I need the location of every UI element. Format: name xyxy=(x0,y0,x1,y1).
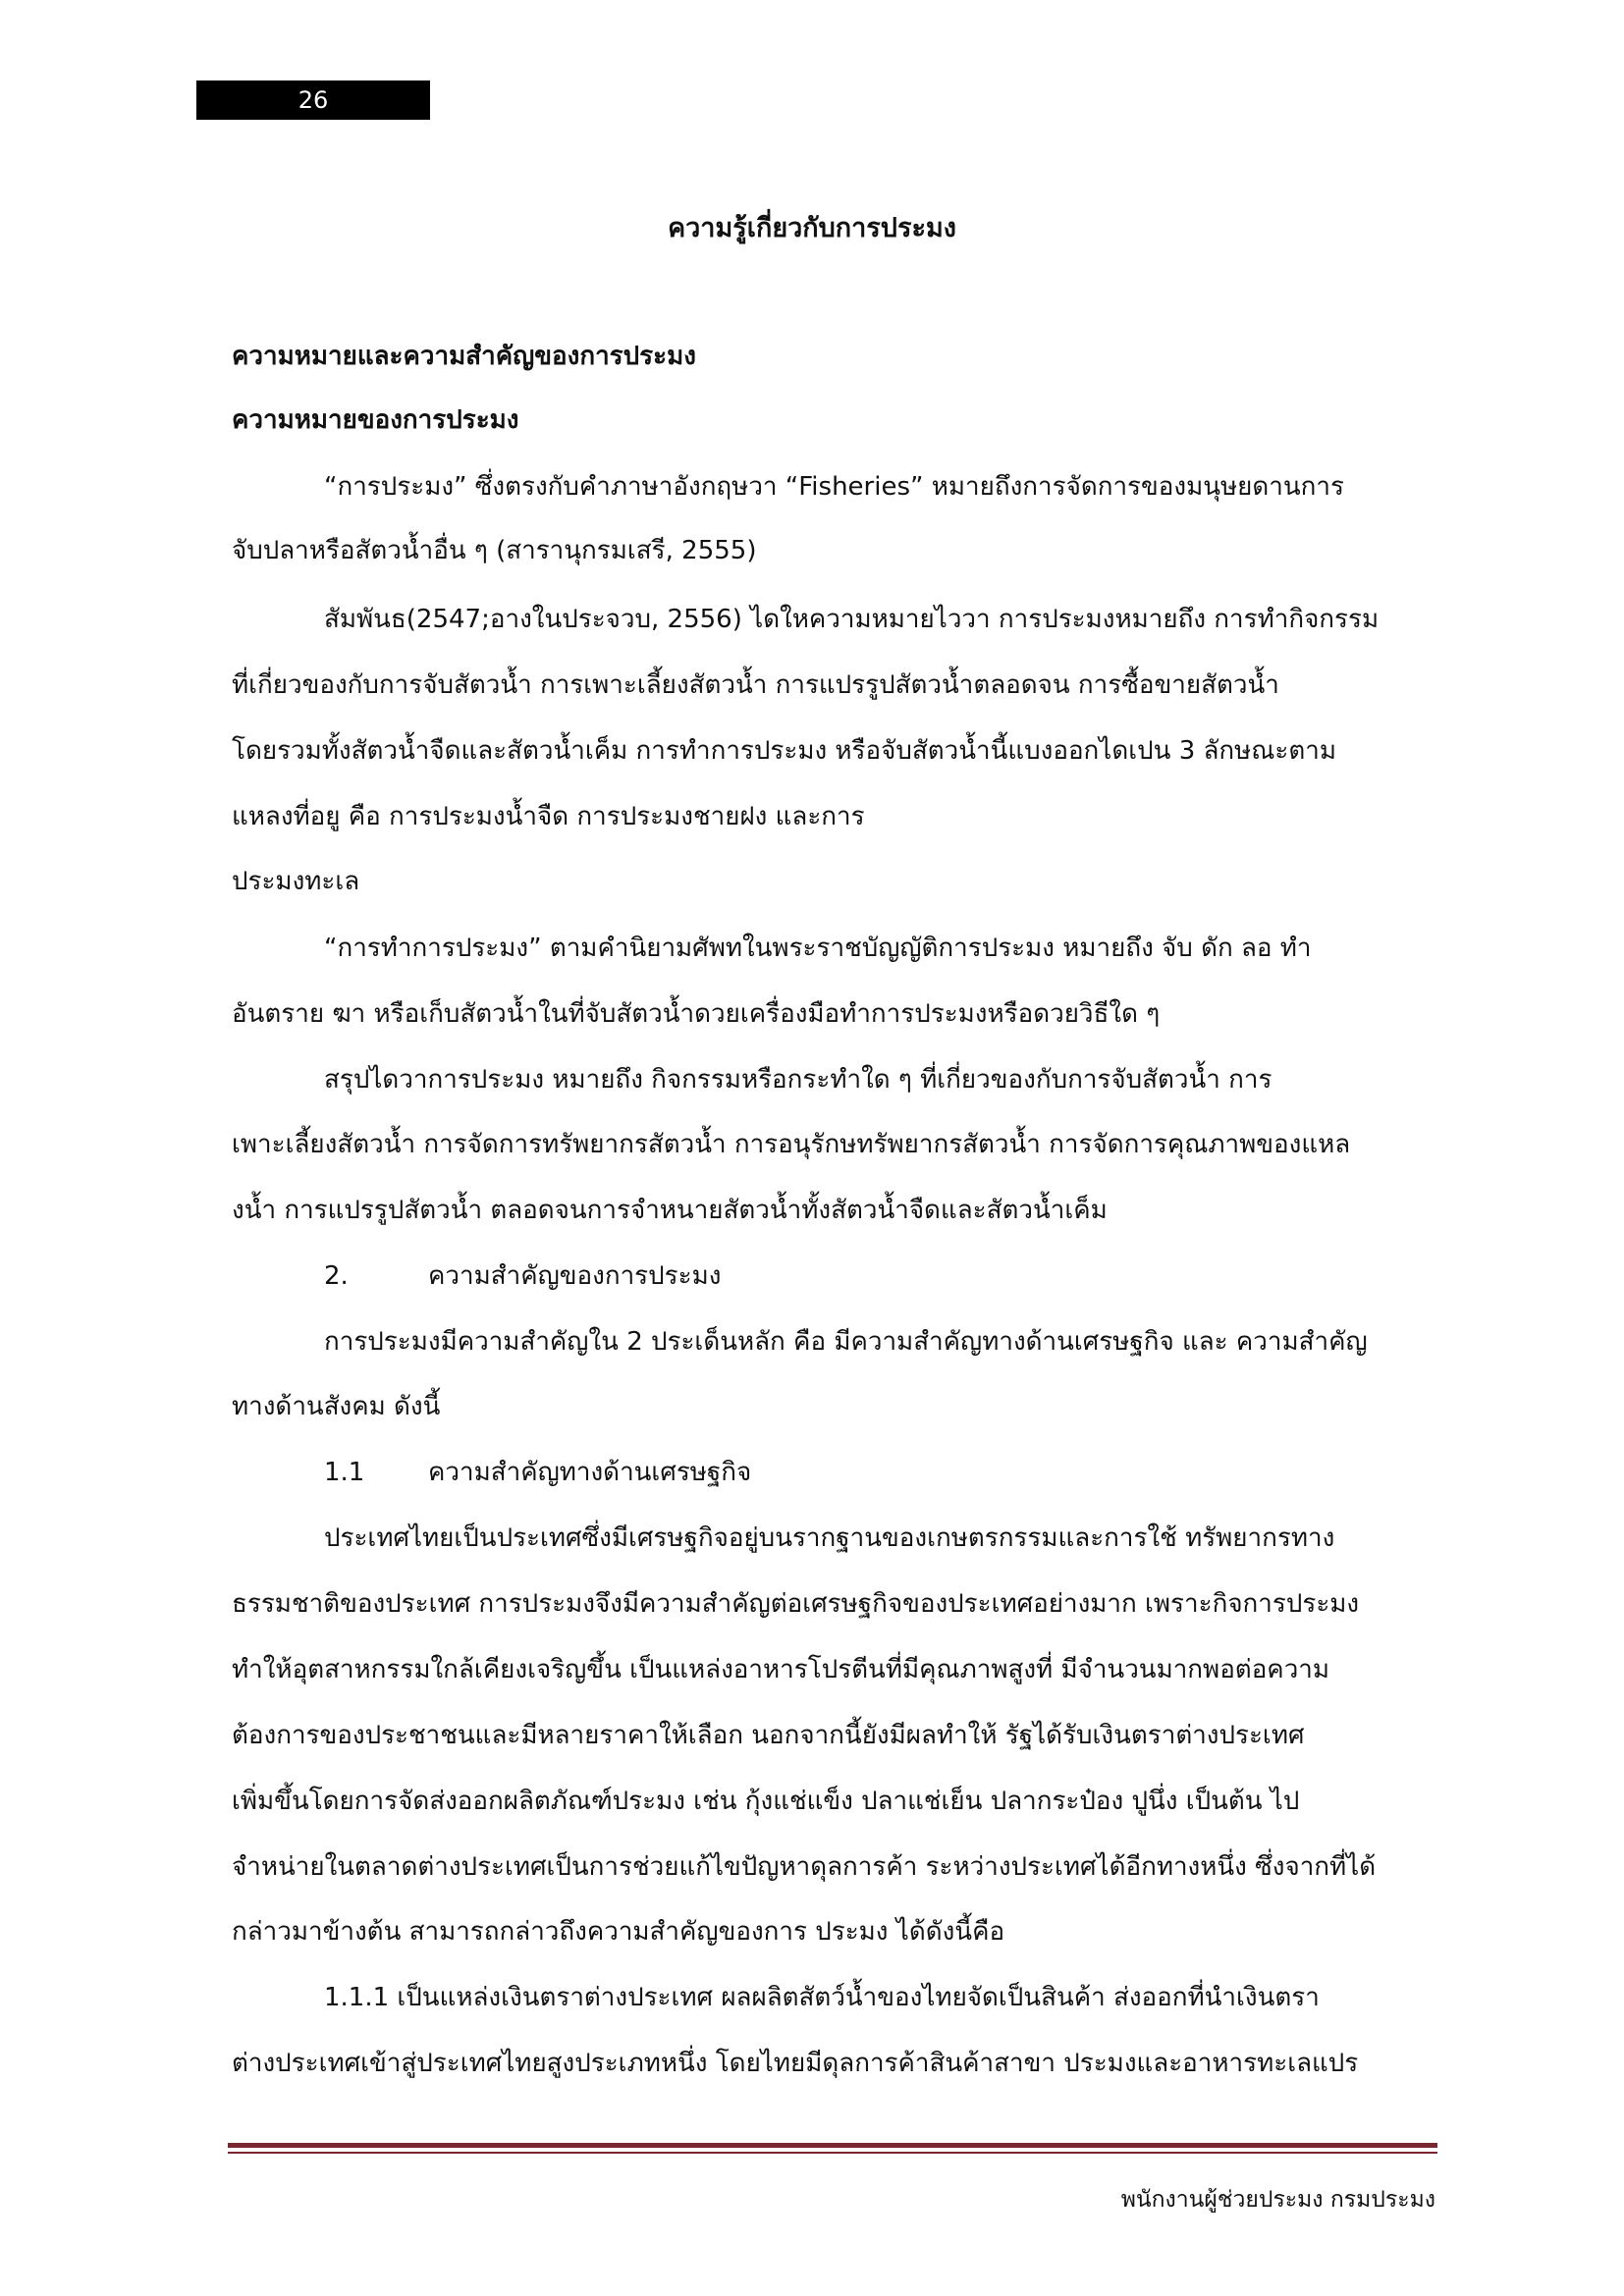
paragraph-line: กล่าวมาข้างต้น สามารถกล่าวถึงความสำคัญของการ ประมง ได้ดังนี้คือ xyxy=(232,1917,1005,1947)
paragraph-line: ที่เกี่ยวของกับการจับสัตวน้ำ การเพาะเลี้ยงสัตวน้ำ การแปรรูปสัตวน้ำตลอดจน การซื้อขายสัตวน้ำ xyxy=(232,670,1279,700)
paragraph-line: 1.1.1 เป็นแหล่งเงินตราต่างประเทศ ผลผลิตสัตว์น้ำของไทยจัดเป็นสินค้า ส่งออกที่นำเงินตรา xyxy=(324,1983,1320,2012)
list-number: 1.1 xyxy=(324,1458,365,1487)
paragraph-line: ทำให้อุตสาหกรรมใกล้เคียงเจริญขึ้น เป็นแหล่งอาหารโปรตีนที่มีคุณภาพสูงที่ มีจำนวนมากพอต่อความ xyxy=(232,1655,1330,1684)
paragraph-line: เพิ่มขึ้นโดยการจัดส่งออกผลิตภัณฑ์ประมง เช่น กุ้งแช่แข็ง ปลาแช่เย็น ปลากระป๋อง ปูนึ่ง เป็นต้น ไป xyxy=(232,1787,1300,1816)
section-heading: ความหมายและความสำคัญของการประมง xyxy=(232,342,696,371)
subsection-heading: ความหมายของการประมง xyxy=(232,405,519,435)
list-heading: ความสำคัญทางด้านเศรษฐกิจ xyxy=(428,1458,752,1487)
page-number: 26 xyxy=(196,80,430,120)
paragraph-line: อันตราย ฆา หรือเก็บสัตวน้ำในที่จับสัตวน้ำดวยเครื่องมือทำการประมงหรือดวยวิธีใด ๆ xyxy=(232,999,1161,1029)
paragraph-line: ทางด้านสังคม ดังนี้ xyxy=(232,1392,441,1421)
paragraph-line: งน้ำ การแปรรูปสัตวน้ำ ตลอดจนการจำหนายสัตวน้ำทั้งสัตวน้ำจืดและสัตวน้ำเค็ม xyxy=(232,1196,1108,1225)
paragraph-line: ประเทศไทยเป็นประเทศซึ่งมีเศรษฐกิจอยู่บนรากฐานของเกษตรกรรมและการใช้ ทรัพยากรทาง xyxy=(324,1523,1335,1553)
paragraph-line: จับปลาหรือสัตวน้ำอื่น ๆ (สารานุกรมเสรี, 2555) xyxy=(232,536,757,565)
document-title: ความรู้เกี่ยวกับการประมง xyxy=(668,213,956,243)
paragraph-line: เพาะเลี้ยงสัตวน้ำ การจัดการทรัพยากรสัตวน้ำ การอนุรักษทรัพยากรสัตวน้ำ การจัดการคุณภาพของแหล xyxy=(232,1130,1351,1159)
paragraph-line: ต้องการของประชาชนและมีหลายราคาให้เลือก นอกจากนี้ยังมีผลทำให้ รัฐได้รับเงินตราต่างประเทศ xyxy=(232,1721,1305,1750)
paragraph-line: โดยรวมทั้งสัตวน้ำจืดและสัตวน้ำเค็ม การทำการประมง หรือจับสัตวน้ำนี้แบงออกไดเปน 3 ลักษณะตาม xyxy=(232,736,1337,766)
paragraph-line: ธรรมชาติของประเทศ การประมงจึงมีความสำคัญต่อเศรษฐกิจของประเทศอย่างมาก เพราะกิจการประมง xyxy=(232,1589,1360,1619)
paragraph-line: การประมงมีความสำคัญใน 2 ประเด็นหลัก คือ มีความสำคัญทางด้านเศรษฐกิจ และ ความสำคัญ xyxy=(324,1327,1368,1357)
paragraph-line: ประมงทะเล xyxy=(232,867,360,896)
footer-divider xyxy=(228,2143,1437,2148)
list-number: 2. xyxy=(324,1261,349,1291)
paragraph-line: จำหน่ายในตลาดต่างประเทศเป็นการช่วยแก้ไขปัญหาดุลการค้า ระหว่างประเทศได้อีกทางหนึ่ง ซึ่งจากที่ได้ xyxy=(232,1852,1377,1882)
paragraph-line: ต่างประเทศเข้าสู่ประเทศไทยสูงประเภทหนึ่ง โดยไทยมีดุลการค้าสินค้าสาขา ประมงและอาหารทะเลแปร xyxy=(232,2049,1359,2078)
list-heading: ความสำคัญของการประมง xyxy=(428,1261,722,1291)
footer-divider-thin xyxy=(228,2152,1437,2154)
page-footer: พนักงานผู้ช่วยประมง กรมประมง xyxy=(1120,2187,1435,2213)
paragraph-line: “การทำการประมง” ตามคำนิยามศัพทในพระราชบัญญัติการประมง หมายถึง จับ ดัก ลอ ทำ xyxy=(324,934,1312,963)
paragraph-line: แหลงที่อยู คือ การประมงน้ำจืด การประมงชายฝง และการ xyxy=(232,802,865,831)
paragraph-line: สรุปไดวาการประมง หมายถึง กิจกรรมหรือกระทำใด ๆ ที่เกี่ยวของกับการจับสัตวน้ำ การ xyxy=(324,1065,1272,1095)
paragraph-line: “การประมง” ซึ่งตรงกับคำภาษาอังกฤษวา “Fisheries” หมายถึงการจัดการของมนุษยดานการ xyxy=(324,472,1344,502)
paragraph-line: สัมพันธ(2547;อางในประจวบ, 2556) ไดใหความหมายไววา การประมงหมายถึง การทำกิจกรรม xyxy=(324,605,1380,634)
